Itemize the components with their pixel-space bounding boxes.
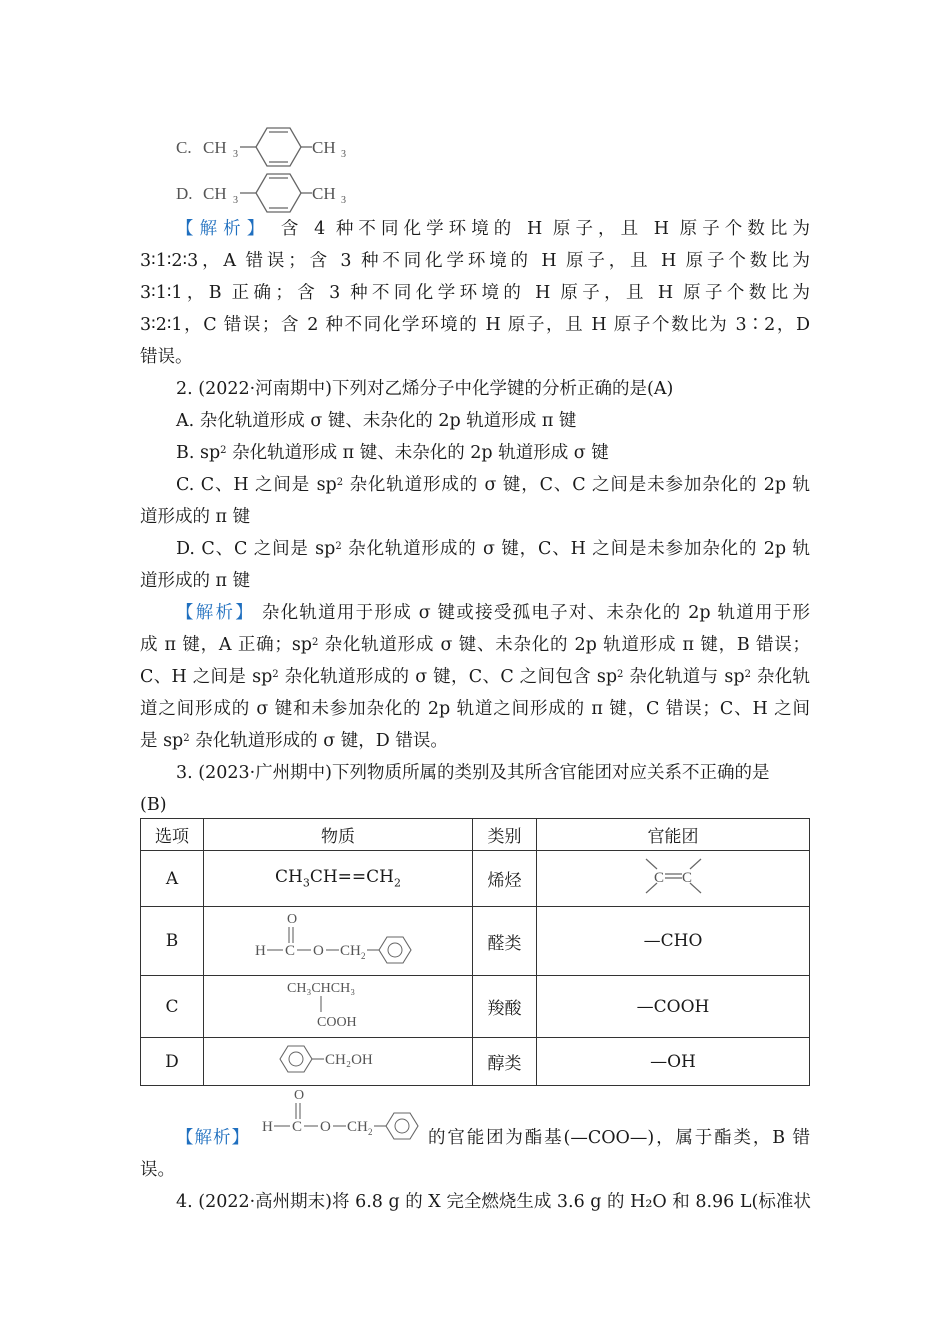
- svg-text:C: C: [285, 942, 296, 959]
- svg-text:O: O: [287, 911, 298, 927]
- row-b-category: 醛类: [473, 907, 537, 976]
- row-c-substance: [204, 976, 473, 1038]
- explain1-line3: 3∶1∶1，B 正确；含 3 种不同化学环境的 H 原子，且 H 原子个数比为: [140, 283, 810, 303]
- explain1-line4: 3∶2∶1，C 错误；含 2 种不同化学环境的 H 原子，且 H 原子个数比为 3∶2，D: [140, 315, 810, 335]
- analysis-tag: 【解析】: [176, 1128, 250, 1148]
- options-table: [140, 818, 810, 1086]
- q2-option-d-cont: 道形成的 π 键: [140, 571, 251, 591]
- row-d-category: 醇类: [473, 1038, 537, 1086]
- ch3-left-sub: 3: [233, 195, 238, 206]
- table-row: [141, 976, 810, 1038]
- svg-text:H: H: [262, 1119, 273, 1135]
- ch3-right-sub: 3: [341, 149, 346, 160]
- header-category: 类别: [473, 819, 537, 851]
- explain2-line3: C、H 之间是 $sp^2$ 杂化轨道形成的 σ 键，C、C 之间包含 $sp^2$ 杂化轨道与 $sp^2$ 杂化轨: [140, 667, 810, 687]
- row-d-option: D: [141, 1038, 204, 1086]
- q3-stem: 3. (2023·广州期中)下列物质所属的类别及其所含官能团对应关系不正确的是: [176, 763, 770, 783]
- benzene-ring-icon: [379, 937, 411, 963]
- benzyl-alcohol-structure: [278, 1041, 398, 1077]
- explain2-line2: 成 π 键，A 正确；$sp^2$ 杂化轨道形成 σ 键、未杂化的 2p 轨道形成 π 键，B 错误；: [140, 635, 810, 655]
- table-row: [141, 1038, 810, 1086]
- svg-text:COOH: COOH: [317, 1015, 357, 1030]
- row-c-group: —COOH: [537, 976, 810, 1038]
- alkene-group-structure: [638, 853, 708, 899]
- svg-text:O: O: [313, 942, 324, 959]
- row-a-option: A: [141, 851, 204, 907]
- table-header-row: [141, 819, 810, 851]
- row-c-category: 羧酸: [473, 976, 537, 1038]
- row-b-option: B: [141, 907, 204, 976]
- svg-text:2: 2: [361, 950, 366, 961]
- explain1-line1: 【解析】 含 4 种不同化学环境的 H 原子，且 H 原子个数比为: [176, 219, 810, 239]
- benzyl-formate-structure: [253, 909, 423, 969]
- row-c-option: C: [141, 976, 204, 1038]
- svg-text:C: C: [292, 1119, 303, 1135]
- option-d-label: D.: [176, 184, 193, 203]
- option-c-label: C.: [176, 138, 192, 157]
- ch3-right-text: CH: [312, 184, 336, 203]
- svg-text:O: O: [320, 1119, 331, 1135]
- isobutyric-acid-structure: [283, 976, 393, 1032]
- analysis-tag: 【解析】: [176, 603, 256, 623]
- q3-answer: (B): [140, 795, 167, 815]
- header-group: 官能团: [537, 819, 810, 851]
- row-b-substance: [204, 907, 473, 976]
- svg-text:CH: CH: [347, 1119, 368, 1135]
- svg-text:CH: CH: [340, 942, 361, 959]
- ch3-left-text: CH: [203, 138, 227, 157]
- explain2-line5: 是 $sp^2$ 杂化轨道形成的 σ 键，D 错误。: [140, 731, 448, 751]
- row-d-group: —OH: [537, 1038, 810, 1086]
- svg-text:2: 2: [368, 1127, 373, 1137]
- q2-option-b: B. $sp^2$ 杂化轨道形成 π 键、未杂化的 2p 轨道形成 σ 键: [176, 443, 609, 463]
- svg-text:C: C: [654, 870, 665, 886]
- explain2-line1: 【解析】 杂化轨道用于形成 σ 键或接受孤电子对、未杂化的 2p 轨道用于形: [176, 603, 810, 623]
- q2-option-c-cont: 道形成的 π 键: [140, 507, 251, 527]
- svg-text:CH₂OH: CH₂OH: [325, 1052, 373, 1068]
- benzene-ring-icon: [256, 174, 301, 212]
- benzene-ring-icon: [386, 1113, 418, 1139]
- benzene-ring-icon: [256, 128, 301, 166]
- ch3-right-sub: 3: [341, 195, 346, 206]
- benzene-ring-icon: [280, 1046, 312, 1072]
- explain1-line5: 错误。: [140, 347, 193, 367]
- explain3-structure: [260, 1085, 430, 1149]
- table-row: [141, 851, 810, 907]
- row-a-category: 烯烃: [473, 851, 537, 907]
- svg-text:H: H: [255, 942, 266, 959]
- explain3-line2: 误。: [140, 1160, 175, 1180]
- ch3-left-sub: 3: [233, 149, 238, 160]
- row-b-group: —CHO: [537, 907, 810, 976]
- ch3-right-text: CH: [312, 138, 336, 157]
- svg-text:CH₃CHCH₃: CH₃CHCH₃: [287, 981, 356, 996]
- row-a-substance: $CH_3CH==CH_2$: [204, 851, 473, 907]
- svg-text:O: O: [294, 1088, 305, 1103]
- ch3-left-text: CH: [203, 184, 227, 203]
- row-d-substance: [204, 1038, 473, 1086]
- row-a-group: [537, 851, 810, 907]
- explain2-line4: 道之间形成的 σ 键和未参加杂化的 2p 轨道之间形成的 π 键，C 错误；C、H 之间: [140, 699, 810, 719]
- table-row: [141, 907, 810, 976]
- svg-text:C: C: [682, 870, 693, 886]
- explain3-text: 的官能团为酯基(—COO—)，属于酯类，B 错: [428, 1128, 810, 1148]
- header-option: 选项: [141, 819, 204, 851]
- q2-option-c: C. C、H 之间是 $sp^2$ 杂化轨道形成的 σ 键，C、C 之间是未参加杂化的 2p 轨: [176, 475, 811, 495]
- q4-stem: 4. (2022·高州期末)将 6.8 g 的 X 完全燃烧生成 3.6 g 的 H₂O 和 8.96 L(标准状: [176, 1192, 811, 1212]
- header-substance: 物质: [204, 819, 473, 851]
- q2-option-d: D. C、C 之间是 $sp^2$ 杂化轨道形成的 σ 键，C、H 之间是未参加杂化的 2p 轨: [176, 539, 810, 559]
- explain1-line2: 3∶1∶2∶3，A 错误；含 3 种不同化学环境的 H 原子，且 H 原子个数比为: [140, 251, 810, 271]
- q2-stem: 2. (2022·河南期中)下列对乙烯分子中化学键的分析正确的是(A): [176, 379, 674, 399]
- analysis-tag: 【解析】: [176, 219, 271, 239]
- q2-option-a: A. 杂化轨道形成 σ 键、未杂化的 2p 轨道形成 π 键: [176, 411, 577, 431]
